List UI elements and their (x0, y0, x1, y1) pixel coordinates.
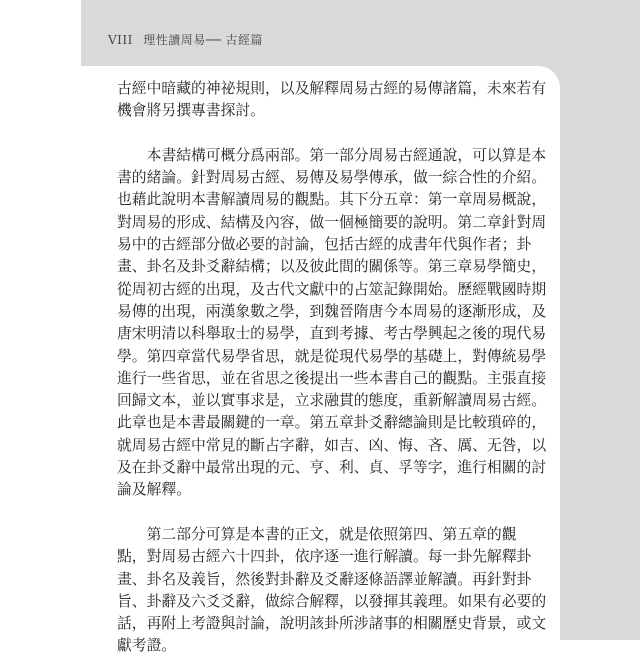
text-line: 機會將另撰專書探討。 (117, 102, 265, 120)
page-sheet (81, 66, 560, 655)
text-line: 畫、卦名及卦爻辭結構；以及彼此間的關係等。第三章易學簡史， (117, 258, 547, 276)
text-line: 本書結構可概分爲兩部。第一部分周易古經通說，可以算是本 (117, 146, 547, 164)
text-line: 點，對周易古經六十四卦，依序逐一進行解讀。每一卦先解釋卦 (117, 548, 532, 566)
text-line: 論及解釋。 (117, 481, 191, 499)
running-header (108, 31, 263, 48)
page-number: VIII (108, 33, 133, 47)
text-line: 話，再附上考證與討論，說明該卦所涉諸事的相關歷史背景，或文 (117, 615, 547, 633)
text-line: 也藉此說明本書解讀周易的觀點。其下分五章：第一章周易概說， (117, 191, 547, 209)
text-line: 易中的古經部分做必要的討論，包括古經的成書年代與作者；卦 (117, 236, 532, 254)
text-line: 第二部分可算是本書的正文，就是依照第四、第五章的觀 (117, 525, 517, 543)
text-line: 從周初古經的出現，及古代文獻中的占筮記錄開始。歷經戰國時期 (117, 280, 547, 298)
text-line: 學。第四章當代易學省思，就是從現代易學的基礎上，對傳統易學 (117, 347, 547, 365)
text-line: 進行一些省思，並在省思之後提出一些本書自己的觀點。主張直接 (117, 369, 547, 387)
text-line: 就周易古經中常見的斷占字辭，如吉、凶、悔、吝、厲、无咎，以 (117, 436, 547, 454)
text-line: 唐宋明清以科舉取士的易學，直到考據、考古學興起之後的現代易 (117, 325, 547, 343)
text-line: 此章也是本書最關鍵的一章。第五章卦爻辭總論則是比較瑣碎的， (117, 414, 547, 432)
paragraph-2 (117, 145, 547, 502)
book-title: 理性讀周易── 古經篇 (143, 33, 263, 47)
text-line: 書的緒論。針對周易古經、易傳及易學傳承，做一綜合性的介紹。 (117, 169, 547, 187)
paragraph-1 (117, 78, 547, 123)
text-line: 對周易的形成、結構及內容，做一個極簡要的說明。第二章針對周 (117, 213, 547, 231)
body-text (117, 78, 547, 658)
paragraph-3 (117, 524, 547, 658)
text-line: 易傳的出現，兩漢象數之學，到魏晉隋唐今本周易的逐漸形成，及 (117, 302, 547, 320)
text-line: 旨、卦辭及六爻爻辭，做綜合解釋，以發揮其義理。如果有必要的 (117, 592, 547, 610)
text-line: 獻考證。 (117, 637, 177, 655)
text-line: 及在卦爻辭中最常出現的元、亨、利、貞、孚等字，進行相關的討 (117, 459, 547, 477)
text-line: 古經中暗藏的神祕規則，以及解釋周易古經的易傳諸篇，未來若有 (117, 80, 547, 97)
text-line: 畫、卦名及義旨，然後對卦辭及爻辭逐條語譯並解讀。再針對卦 (117, 570, 532, 588)
text-line: 回歸文本，並以實事求是，立求融貫的態度，重新解讀周易古經。 (117, 392, 547, 410)
